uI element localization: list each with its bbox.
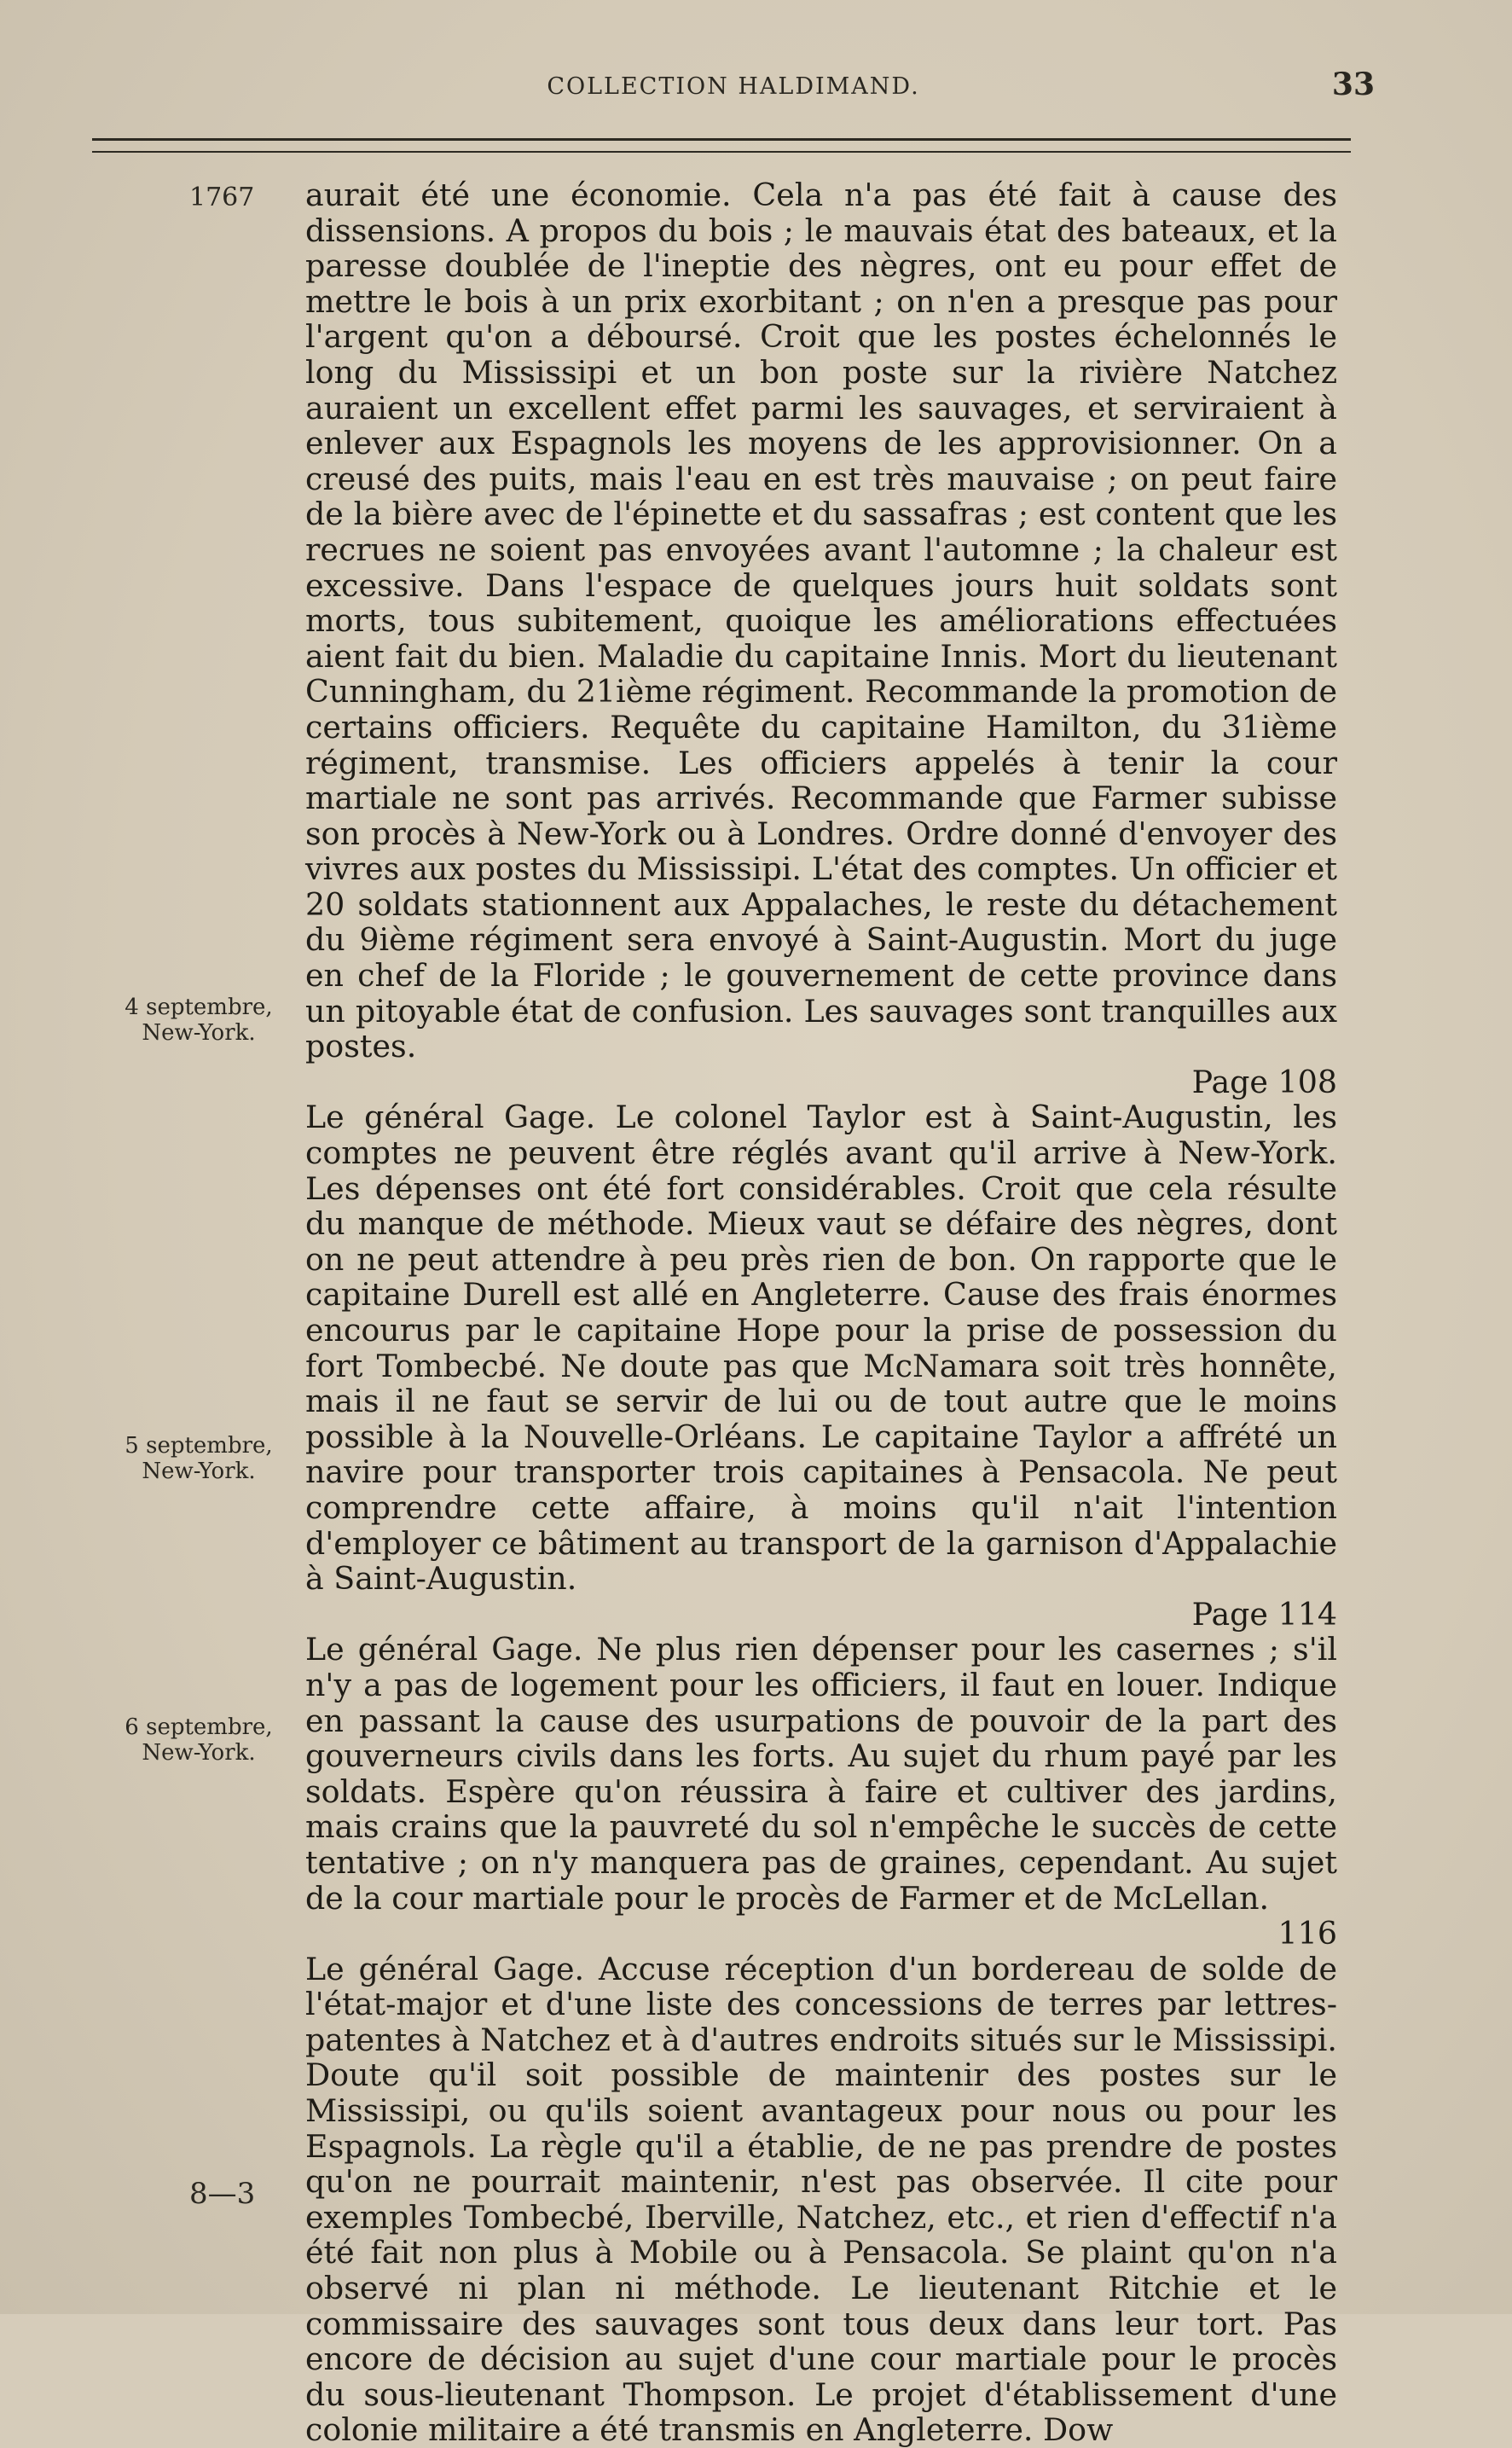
margin-place: New-York. (142, 1740, 256, 1766)
page-header (85, 67, 1382, 109)
entry-continuation (305, 177, 1337, 1099)
body-text (305, 177, 1337, 2448)
margin-note-6-september (109, 1714, 288, 1766)
page-reference: 116 (1277, 1915, 1337, 1952)
entry-text: Le général Gage. Ne plus rien dépenser pour les casernes ; s'il n'y a pas de logement pour les officiers, il faut en louer. Indique en passant la cause des usurpations de pouvoir de la part des gouverneurs civils dans les forts. Au sujet du rhum payé par les soldats. Espère qu'on réussira à faire et cultiver des jardins, mais crains que la pauvreté du sol n'empêche le succès de cette tentative ; on n'y manquera pas de graines, cependant. Au sujet de la cour martiale pour le procès de Farmer et de McLellan. (305, 1631, 1337, 1917)
entry-5-september (305, 1632, 1337, 1951)
margin-note-4-september (109, 995, 288, 1046)
page-reference: Page 108 (1191, 1063, 1337, 1100)
margin-date: 6 septembre, (125, 1714, 273, 1740)
entry-4-september (305, 1099, 1337, 1632)
margin-date: 5 septembre, (125, 1433, 273, 1459)
entry-6-september (305, 1952, 1337, 2448)
margin-note-5-september (109, 1433, 288, 1484)
entry-text: Le général Gage. Accuse réception d'un bordereau de solde de l'état-major et d'une liste des concessions de terres par lettres-patentes à Natchez et à d'autres endroits situés sur le Mississipi. Doute qu'il soit possible de maintenir des postes sur le Mississipi, ou qu'ils soient avantageux pour nous ou pour les Espagnols. La règle qu'il a établie, de ne pas prendre de postes qu'on ne pourrait maintenir, n'est pas observée. Il cite pour exemples Tombecbé, Iberville, Natchez, etc., et rien d'effectif n'a été fait non plus à Mobile ou à Pensacola. Se plaint qu'on n'a observé ni plan ni méthode. Le lieutenant Ritchie et le commissaire des sauvages sont tous deux dans leur tort. Pas encore de décision au sujet d'une cour martiale pour le procès du sous-lieutenant Thompson. Le projet d'établissement d'une colonie militaire a été transmis en Angleterre. Dow (305, 1950, 1337, 2448)
page-number: 33 (1331, 67, 1375, 102)
entry-text: aurait été une économie. Cela n'a pas été fait à cause des dissensions. A propos du bois ; le mauvais état des bateaux, et la paresse doublée de l'ineptie des nègres, ont eu pour effet de mettre le bois à un prix exorbitant ; on n'en a presque pas pour l'argent qu'on a déboursé. Croit que les postes échelonnés le long du Mississipi et un bon poste sur la rivière Natchez auraient un excellent effet parmi les sauvages, et serviraient à enlever aux Espagnols les moyens de les approvisionner. On a creusé des puits, mais l'eau en est très mauvaise ; on peut faire de la bière avec de l'épinette et du sassafras ; est content que les recrues ne soient pas envoyées avant l'automne ; la chaleur est excessive. Dans l'espace de quelques jours huit soldats sont morts, tous subitement, quoique les améliorations effectuées aient fait du bien. Maladie du capitaine Innis. Mort du lieutenant Cunningham, du 21ième régiment. Recommande la promotion de certains officiers. Requête du capitaine Hamilton, du 31ième régiment, transmise. Les officiers appelés à tenir la cour martiale ne sont pas arrivés. Recommande que Farmer subisse son procès à New-York ou à Londres. Ordre donné d'envoyer des vivres aux postes du Mississipi. L'état des comptes. Un officier et 20 soldats stationnent aux Appalaches, le reste du détachement du 9ième régiment sera envoyé à Saint-Augustin. Mort du juge en chef de la Floride ; le gouvernement de cette province dans un pitoyable état de confusion. Les sauvages sont tranquilles aux postes. (305, 177, 1337, 1065)
page-reference: Page 114 (1191, 1595, 1337, 1633)
margin-date: 4 septembre, (125, 995, 273, 1020)
margin-year: 1767 (189, 183, 255, 212)
entry-text: Le général Gage. Le colonel Taylor est à Saint-Augustin, les comptes ne peuvent être réglés avant qu'il arrive à New-York. Les dépenses ont été fort considérables. Croit que cela résulte du manque de méthode. Mieux vaut se défaire des nègres, dont on ne peut attendre à peu près rien de bon. On rapporte que le capitaine Durell est allé en Angleterre. Cause des frais énormes encourus par le capitaine Hope pour la prise de possession du fort Tombecbé. Ne doute pas que McNamara soit très honnête, mais il ne faut se servir de lui ou de tout autre que le moins possible à la Nouvelle-Orléans. Le capitaine Taylor a affrété un navire pour transporter trois capitaines à Pensacola. Ne peut comprendre cette affaire, à moins qu'il n'ait l'intention d'employer ce bâtiment au transport de la garnison d'Appalachie à Saint-Augustin. (305, 1099, 1337, 1598)
running-title: COLLECTION HALDIMAND. (547, 73, 920, 100)
header-double-rule (92, 138, 1351, 153)
margin-place: New-York. (142, 1459, 256, 1484)
signature-mark: 8—3 (189, 2177, 256, 2211)
margin-place: New-York. (142, 1020, 256, 1046)
